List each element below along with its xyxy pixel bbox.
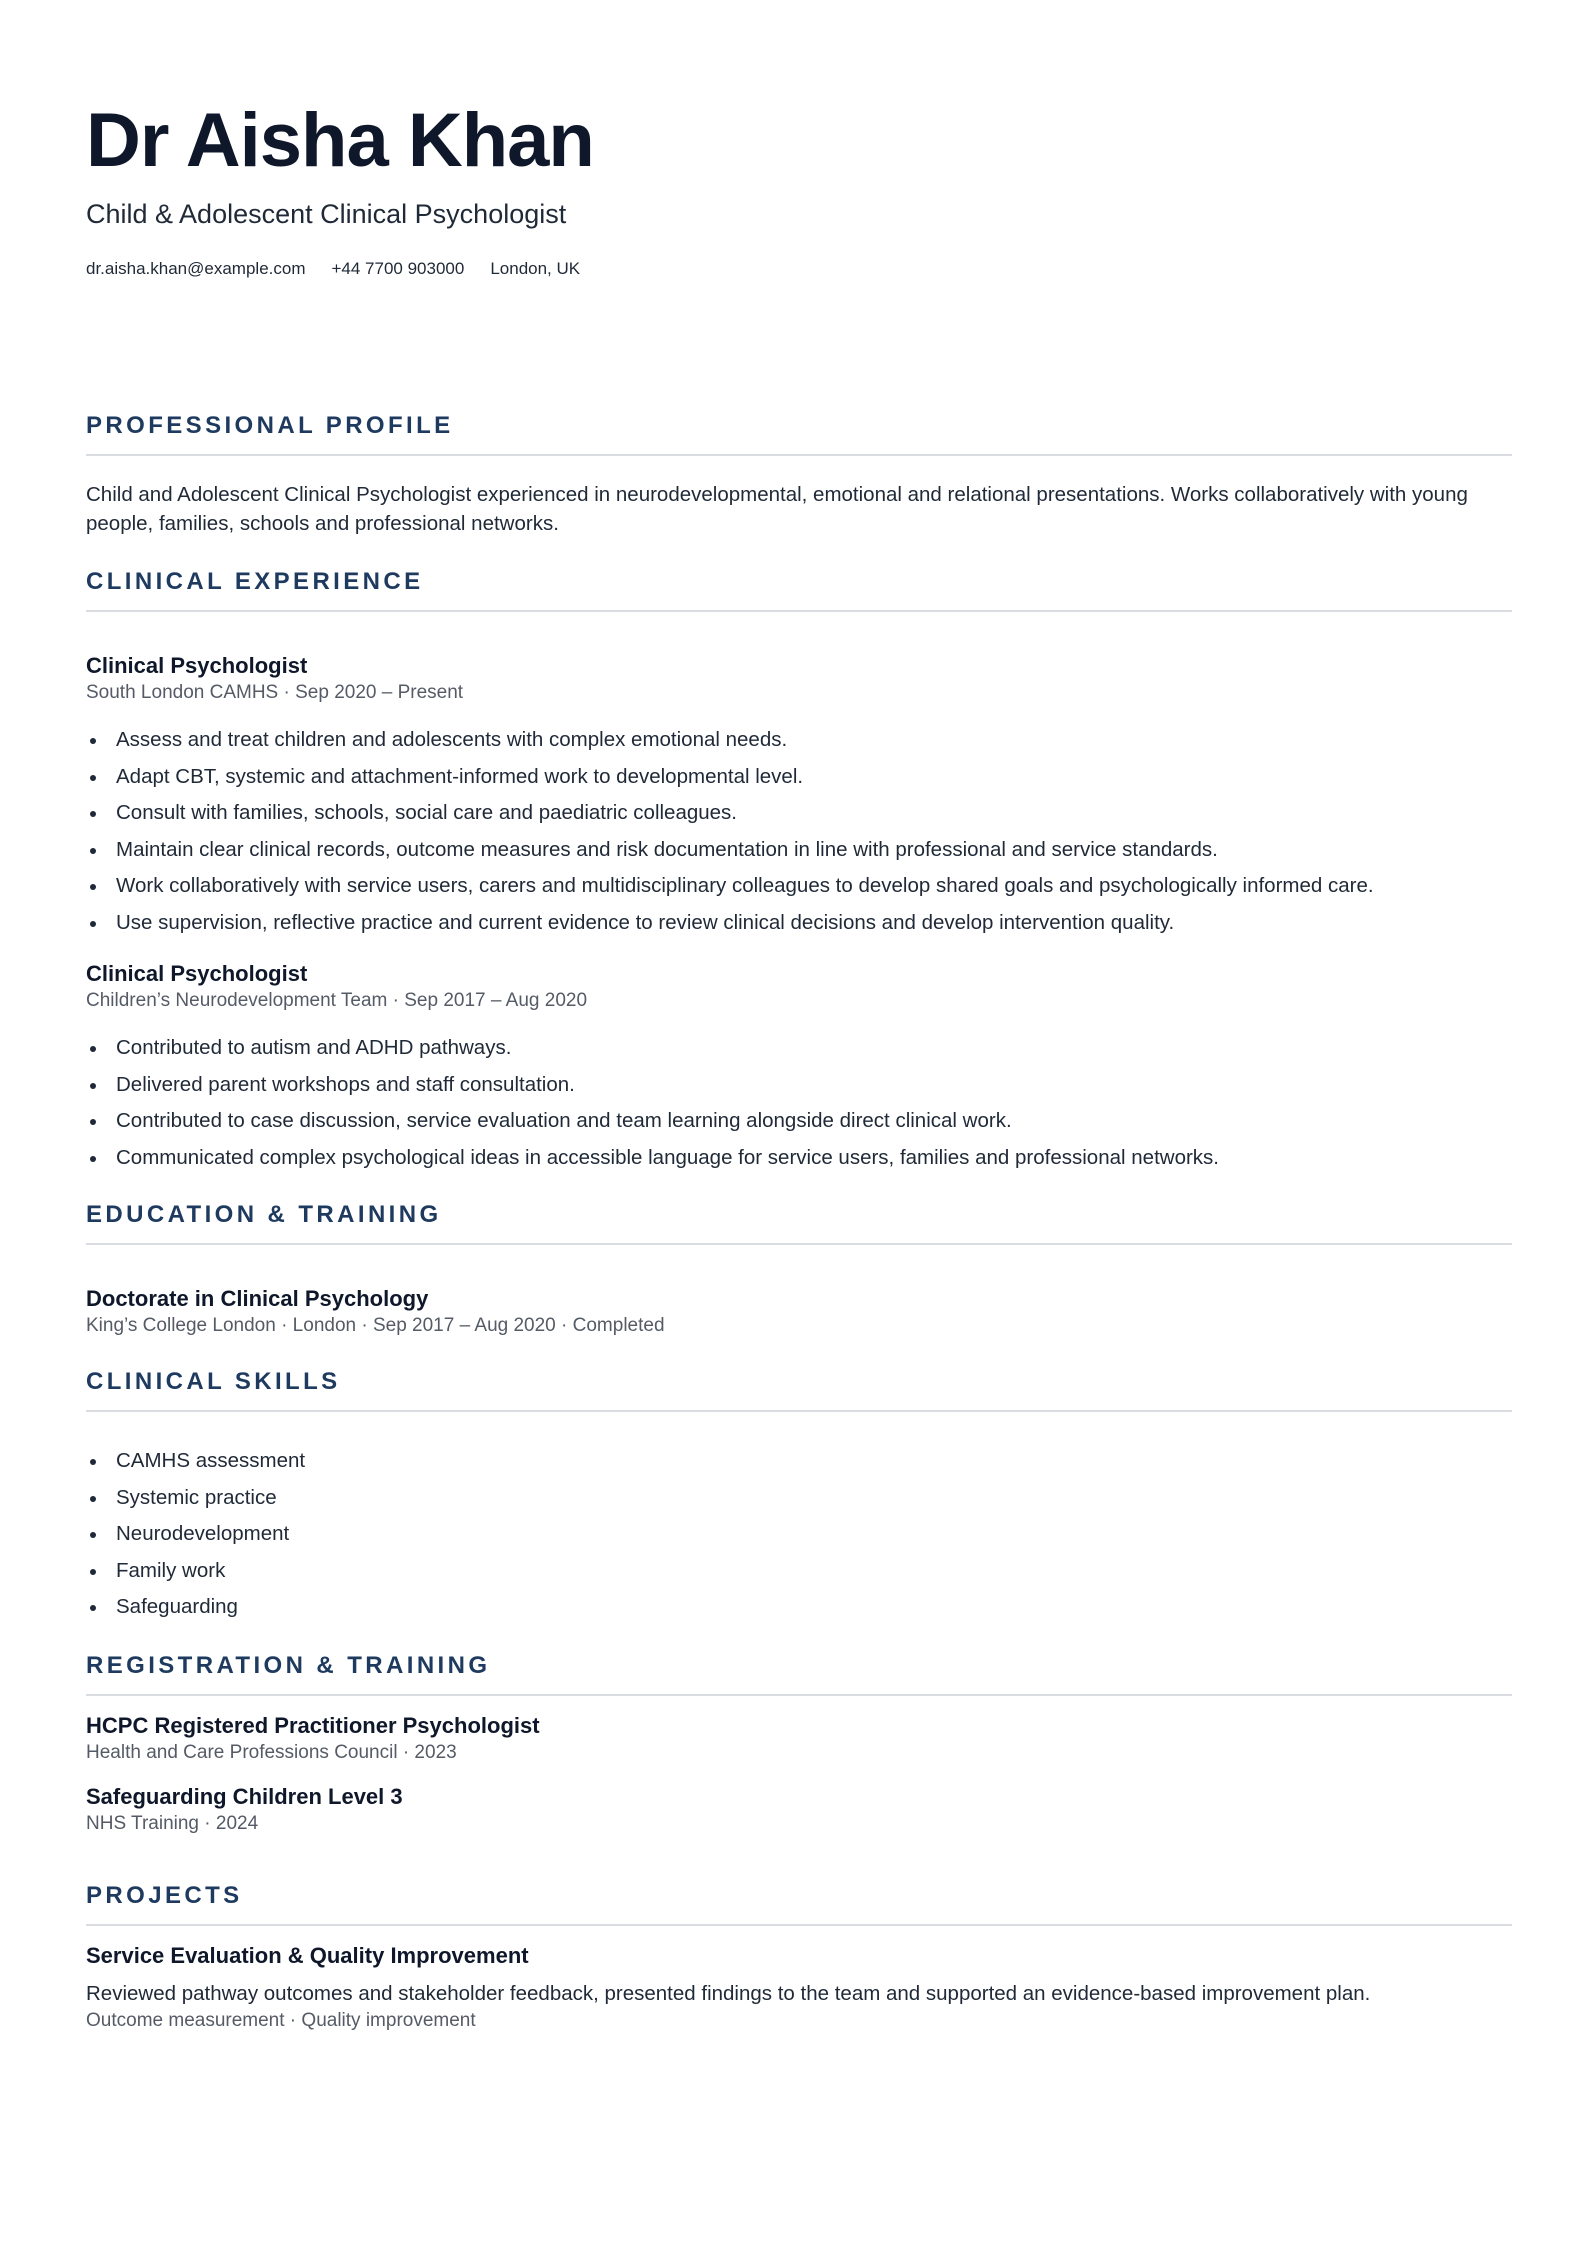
registration-meta: NHS Training · 2024 bbox=[86, 1813, 259, 1834]
section-divider bbox=[86, 1694, 1512, 1696]
section-title-profile: PROFESSIONAL PROFILE bbox=[86, 412, 454, 439]
project-entry bbox=[86, 1942, 1370, 2034]
list-item: Family work bbox=[86, 1553, 305, 1590]
list-item: Communicated complex psychological ideas in accessible language for service users, families and professional networks. bbox=[86, 1140, 1219, 1177]
profile-summary: Child and Adolescent Clinical Psychologist experienced in neurodevelopmental, emotional and relational presentations. Works collaboratively with young people, families, schools and professional networks. bbox=[86, 483, 1468, 535]
section-title-registration: REGISTRATION & TRAINING bbox=[86, 1652, 491, 1679]
experience-entry bbox=[86, 960, 587, 1014]
section-title-education: EDUCATION & TRAINING bbox=[86, 1201, 442, 1228]
registration-name: HCPC Registered Practitioner Psychologist bbox=[86, 1713, 540, 1738]
candidate-name: Dr Aisha Khan bbox=[86, 98, 594, 183]
section-title-skills: CLINICAL SKILLS bbox=[86, 1368, 341, 1395]
contact-location: London, UK bbox=[490, 259, 581, 278]
list-item: Consult with families, schools, social care and paediatric colleagues. bbox=[86, 795, 1374, 832]
section-education bbox=[86, 1199, 1512, 1245]
registration-entry bbox=[86, 1712, 540, 1766]
section-divider bbox=[86, 1924, 1512, 1926]
section-skills bbox=[86, 1366, 1512, 1412]
contact-line bbox=[86, 257, 606, 281]
registration-entry bbox=[86, 1783, 403, 1837]
section-experience bbox=[86, 566, 1512, 612]
list-item: Maintain clear clinical records, outcome measures and risk documentation in line with professional and service standards. bbox=[86, 832, 1374, 869]
project-description: Reviewed pathway outcomes and stakeholder feedback, presented findings to the team and supported an evidence-based improvement plan. bbox=[86, 1982, 1371, 2005]
job-bullet-list bbox=[86, 722, 1374, 942]
list-item: Contributed to autism and ADHD pathways. bbox=[86, 1030, 1219, 1067]
list-item: Use supervision, reflective practice and current evidence to review clinical decisions and develop intervention quality. bbox=[86, 905, 1374, 942]
project-name: Service Evaluation & Quality Improvement bbox=[86, 1943, 529, 1968]
contact-phone[interactable]: +44 7700 903000 bbox=[331, 259, 465, 278]
project-tags: Outcome measurement · Quality improvement bbox=[86, 2010, 476, 2031]
section-divider bbox=[86, 610, 1512, 612]
job-role: Clinical Psychologist bbox=[86, 961, 308, 986]
section-profile bbox=[86, 410, 1512, 456]
section-title-projects: PROJECTS bbox=[86, 1882, 243, 1909]
list-item: Safeguarding bbox=[86, 1589, 305, 1626]
list-item: Contributed to case discussion, service evaluation and team learning alongside direct clinical work. bbox=[86, 1103, 1219, 1140]
section-title-experience: CLINICAL EXPERIENCE bbox=[86, 568, 424, 595]
job-role: Clinical Psychologist bbox=[86, 653, 308, 678]
section-divider bbox=[86, 1410, 1512, 1412]
degree-meta: King’s College London · London · Sep 2017 – Aug 2020 · Completed bbox=[86, 1315, 665, 1336]
registration-name: Safeguarding Children Level 3 bbox=[86, 1784, 403, 1809]
contact-email[interactable]: dr.aisha.khan@example.com bbox=[86, 259, 306, 278]
list-item: CAMHS assessment bbox=[86, 1443, 305, 1480]
section-registration bbox=[86, 1650, 1512, 1696]
list-item: Neurodevelopment bbox=[86, 1516, 305, 1553]
job-bullet-list bbox=[86, 1030, 1219, 1176]
section-divider bbox=[86, 454, 1512, 456]
experience-entry bbox=[86, 652, 463, 706]
list-item: Systemic practice bbox=[86, 1480, 305, 1517]
list-item: Adapt CBT, systemic and attachment-informed work to developmental level. bbox=[86, 759, 1374, 796]
job-meta: South London CAMHS · Sep 2020 – Present bbox=[86, 682, 464, 703]
education-entry bbox=[86, 1285, 665, 1339]
skills-list bbox=[86, 1443, 305, 1626]
list-item: Assess and treat children and adolescents with complex emotional needs. bbox=[86, 722, 1374, 759]
registration-meta: Health and Care Professions Council · 2023 bbox=[86, 1742, 457, 1763]
section-divider bbox=[86, 1243, 1512, 1245]
candidate-headline: Child & Adolescent Clinical Psychologist bbox=[86, 199, 567, 229]
degree-name: Doctorate in Clinical Psychology bbox=[86, 1286, 429, 1311]
list-item: Work collaboratively with service users, carers and multidisciplinary colleagues to develop shared goals and psychologically informed care. bbox=[86, 868, 1374, 905]
section-projects bbox=[86, 1880, 1512, 1926]
list-item: Delivered parent workshops and staff consultation. bbox=[86, 1067, 1219, 1104]
job-meta: Children’s Neurodevelopment Team · Sep 2017 – Aug 2020 bbox=[86, 990, 588, 1011]
